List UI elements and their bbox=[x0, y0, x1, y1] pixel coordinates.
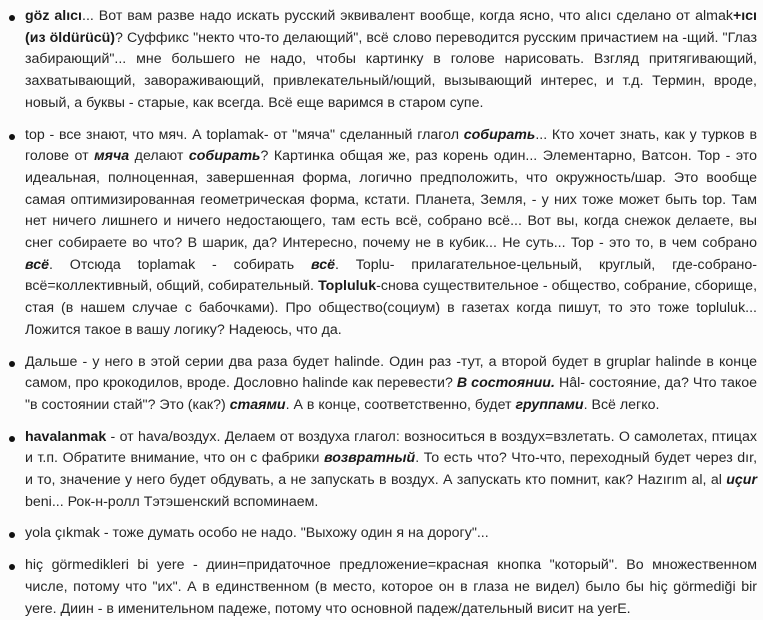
bullet-icon bbox=[9, 134, 15, 140]
emphasis-term: uçur bbox=[726, 472, 757, 489]
bullet-icon bbox=[9, 436, 15, 442]
list-item bbox=[0, 555, 763, 620]
bullet-icon bbox=[9, 15, 15, 21]
bold-term: +ıcı (из öldürücü) bbox=[25, 8, 757, 46]
emphasis-term: группами bbox=[515, 396, 584, 413]
emphasis-term: собирать bbox=[188, 148, 261, 165]
text-run: ? Картинка общая же, раз корень один... Элементарно, Ватсон. Top - это идеальная, полноценная, завершенная форма, логично предположить, что окружность/шар. Это вообще самая оптимизированная геометрическая форма, кстати. Планета, Земля, - у них тоже может быть top. Там нет ничего лишнего и ничего недостающего, там есть всё, собрано всё... Вот вы, когда снежок делаете, вы снег собираете во что? В шарик, да? Интересно, почему не в кубик... Не суть... Top - это то, в чем собрано bbox=[25, 148, 758, 252]
note-text bbox=[25, 429, 757, 510]
text-run: -снова существительное - общество, собрание, сборище, стая (в нашем случае с бабочками). Про общество(социум) в газетах когда пишут, то это тоже topluluk... Ложится такое в вашу логику? Надеюсь, что да. bbox=[25, 278, 758, 338]
emphasis-term: возвратный bbox=[323, 450, 416, 467]
notes-list bbox=[0, 6, 763, 620]
text-run: beni... Рок-н-ролл Тэтэшенский вспоминаем. bbox=[25, 493, 319, 510]
emphasis-term: собирать bbox=[463, 126, 536, 143]
text-run: ... Кто хочет знать, как у турков в голове от bbox=[25, 126, 757, 165]
note-text bbox=[25, 354, 757, 413]
list-item bbox=[0, 523, 763, 545]
bold-term: havalanmak bbox=[25, 428, 107, 445]
list-item bbox=[0, 352, 763, 417]
bold-term: göz alıcı bbox=[25, 8, 82, 24]
note-text bbox=[25, 8, 757, 111]
bullet-icon bbox=[9, 532, 15, 538]
list-item bbox=[0, 6, 763, 115]
emphasis-term: всё bbox=[25, 256, 49, 273]
note-text bbox=[25, 525, 489, 541]
emphasis-term: стаями bbox=[229, 396, 286, 413]
text-run: Дальше - у него в этой серии два раза будет halinde. Один раз -тут, а второй будет в gruplar halinde в конце самом, про крокодилов, вроде. Дословно halinde как перевести? bbox=[25, 353, 757, 392]
text-run: Hâl- состояние, да? Что такое "в состоянии стай"? Это (как?) bbox=[25, 375, 757, 413]
bullet-icon bbox=[9, 564, 15, 570]
text-run: top - все знают, что мяч. А toplamak- от "мяча" сделанный глагол bbox=[25, 126, 464, 143]
bullet-icon bbox=[9, 361, 15, 367]
emphasis-term: всё bbox=[311, 256, 336, 273]
emphasis-term: В состоянии. bbox=[456, 375, 555, 392]
text-run: hiç görmedikleri bi yere - диин=придаточное предложение=красная кнопка "который". Во множественном числе, потому что "их". А в единственном (в место, которое он в глаза не видел) было бы hiç görmediği bir yere. Диин - в именительном падеже, потому что основной падеж/дательный висит на yerE. bbox=[25, 557, 757, 617]
text-run: - от hava/воздух. Делаем от воздуха глагол: возноситься в воздух=взлетать. О самолетах, птицах и т.п. Обратите внимание, что он с фабрики bbox=[25, 428, 757, 467]
text-run: . Отсюда toplamak - собирать bbox=[49, 256, 312, 273]
emphasis-term: мяча bbox=[94, 148, 130, 165]
text-run: yola çıkmak - тоже думать особо не надо. "Выхожу один я на дорогу"... bbox=[25, 525, 489, 542]
text-run: ... Вот вам разве надо искать русский эквивалент вообще, когда ясно, что alıcı сделано от almak bbox=[82, 8, 733, 24]
text-run: . То есть что? Что-что, переходный будет через dır, и то, значение у него будет обдувать, а не запускать в воздух. А запускать кто помнит, как? Hazırım al, al bbox=[25, 450, 758, 489]
note-text bbox=[25, 557, 757, 616]
text-run: . А в конце, соответственно, будет bbox=[285, 396, 516, 413]
list-item bbox=[0, 125, 763, 342]
list-item bbox=[0, 427, 763, 514]
bold-term: Topluluk bbox=[318, 278, 377, 295]
text-run: делают bbox=[129, 148, 189, 165]
note-text bbox=[25, 127, 757, 338]
text-run: . Всё легко. bbox=[583, 396, 660, 413]
text-run: . Toplu- прилагательное-цельный, круглый, где-собрано-всё=коллективный, общий, собирательный. bbox=[25, 256, 757, 295]
text-run: ? Суффикс "некто что-то делающий", всё слово переводится русским причастием на -щий. "Глаз забирающий"... мне большего не надо, чтобы картинку в голове нарисовать. Взгляд притягивающий, захватывающий, завораживающий, привлекательный/ющий, вызывающий интерес, и т.д. Термин, вроде, новый, а буквы - старые, как всегда. Всё еще варимся в старом супе. bbox=[25, 29, 757, 111]
